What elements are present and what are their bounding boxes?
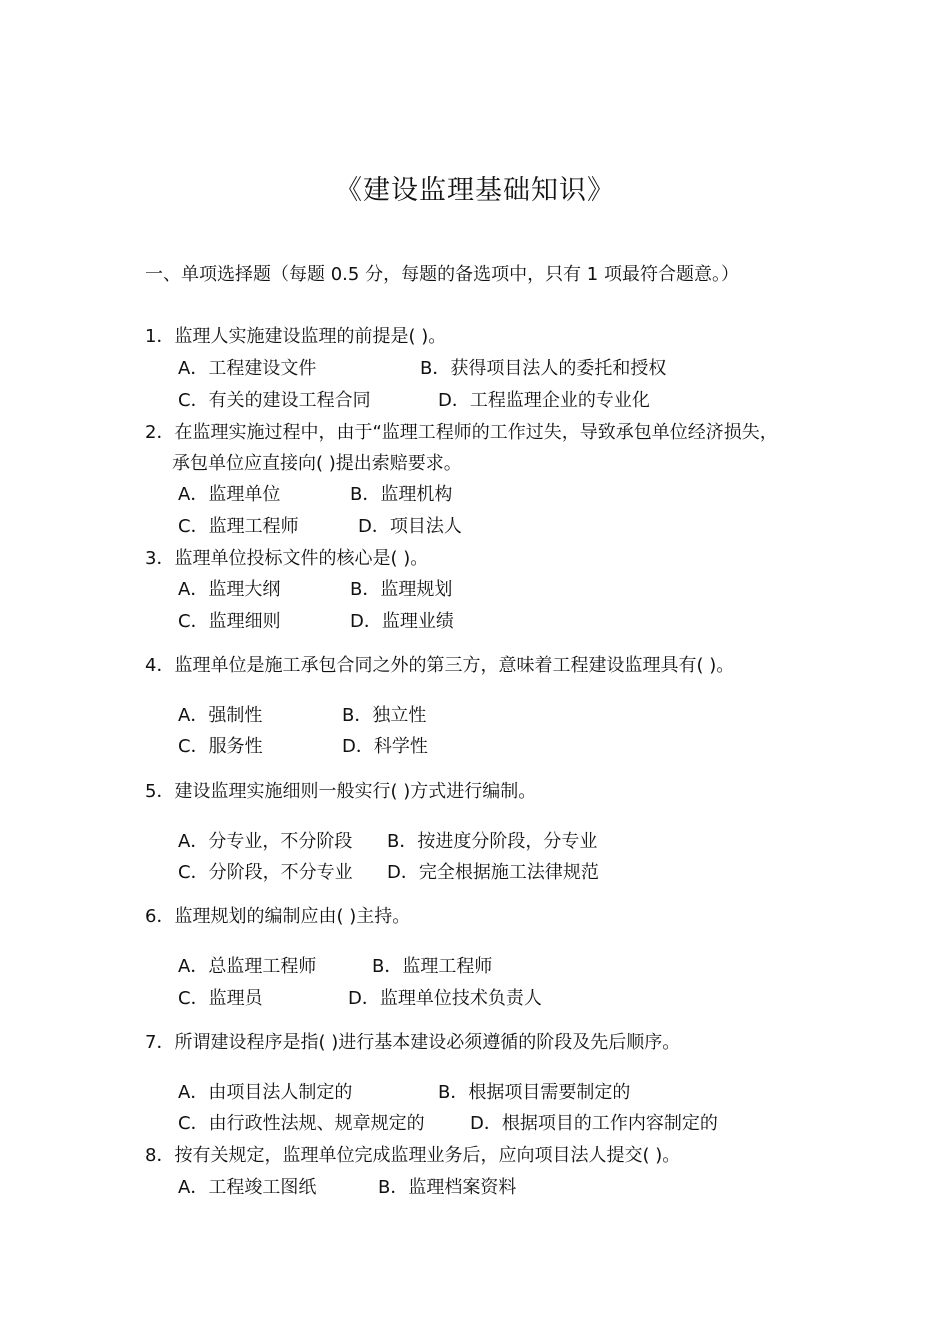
question-1-option-b: B．获得项目法人的委托和授权 bbox=[420, 358, 667, 379]
question-4-option-a: A．强制性 bbox=[178, 705, 263, 726]
question-2-text: 2．在监理实施过程中，由于“监理工程师的工作过失，导致承包单位经济损失， bbox=[145, 422, 778, 443]
question-1-text: 1．监理人实施建设监理的前提是( )。 bbox=[145, 326, 447, 347]
question-5-text: 5．建设监理实施细则一般实行( )方式进行编制。 bbox=[145, 781, 537, 802]
question-3-text: 3．监理单位投标文件的核心是( )。 bbox=[145, 548, 429, 569]
question-4-option-b: B．独立性 bbox=[342, 705, 427, 726]
question-7-option-c: C．由行政性法规、规章规定的 bbox=[178, 1113, 425, 1134]
question-8-option-a: A．工程竣工图纸 bbox=[178, 1177, 317, 1198]
question-7-option-d: D．根据项目的工作内容制定的 bbox=[470, 1113, 718, 1134]
question-2-option-d: D．项目法人 bbox=[358, 516, 462, 537]
document-title: 《建设监理基础知识》 bbox=[335, 175, 615, 206]
question-2-text-continued: 承包单位应直接向( )提出索赔要求。 bbox=[172, 453, 462, 474]
question-1-option-a: A．工程建设文件 bbox=[178, 358, 317, 379]
question-1-option-d: D．工程监理企业的专业化 bbox=[438, 390, 650, 411]
question-6-option-b: B．监理工程师 bbox=[372, 956, 493, 977]
question-5-option-c: C．分阶段，不分专业 bbox=[178, 862, 353, 883]
question-2-option-a: A．监理单位 bbox=[178, 484, 281, 505]
question-6-text: 6．监理规划的编制应由( )主持。 bbox=[145, 906, 411, 927]
question-6-option-a: A．总监理工程师 bbox=[178, 956, 317, 977]
question-4-option-d: D．科学性 bbox=[342, 736, 428, 757]
question-7-option-a: A．由项目法人制定的 bbox=[178, 1082, 353, 1103]
question-5-option-b: B．按进度分阶段，分专业 bbox=[387, 831, 598, 852]
question-7-text: 7．所谓建设程序是指( )进行基本建设必须遵循的阶段及先后顺序。 bbox=[145, 1032, 681, 1053]
question-5-option-a: A．分专业，不分阶段 bbox=[178, 831, 353, 852]
question-3-option-b: B．监理规划 bbox=[350, 579, 453, 600]
question-4-text: 4．监理单位是施工承包合同之外的第三方，意味着工程建设监理具有( )。 bbox=[145, 655, 735, 676]
question-3-option-c: C．监理细则 bbox=[178, 611, 281, 632]
section-heading: 一、单项选择题（每题 0.5 分，每题的备选项中，只有 1 项最符合题意。） bbox=[145, 264, 739, 285]
question-6-option-d: D．监理单位技术负责人 bbox=[348, 988, 542, 1009]
question-5-option-d: D．完全根据施工法律规范 bbox=[387, 862, 599, 883]
question-8-option-b: B．监理档案资料 bbox=[378, 1177, 517, 1198]
question-2-option-c: C．监理工程师 bbox=[178, 516, 299, 537]
question-2-option-b: B．监理机构 bbox=[350, 484, 453, 505]
question-3-option-d: D．监理业绩 bbox=[350, 611, 454, 632]
question-6-option-c: C．监理员 bbox=[178, 988, 263, 1009]
question-7-option-b: B．根据项目需要制定的 bbox=[438, 1082, 631, 1103]
question-1-option-c: C．有关的建设工程合同 bbox=[178, 390, 371, 411]
question-3-option-a: A．监理大纲 bbox=[178, 579, 281, 600]
question-4-option-c: C．服务性 bbox=[178, 736, 263, 757]
question-8-text: 8．按有关规定，监理单位完成监理业务后，应向项目法人提交( )。 bbox=[145, 1145, 681, 1166]
